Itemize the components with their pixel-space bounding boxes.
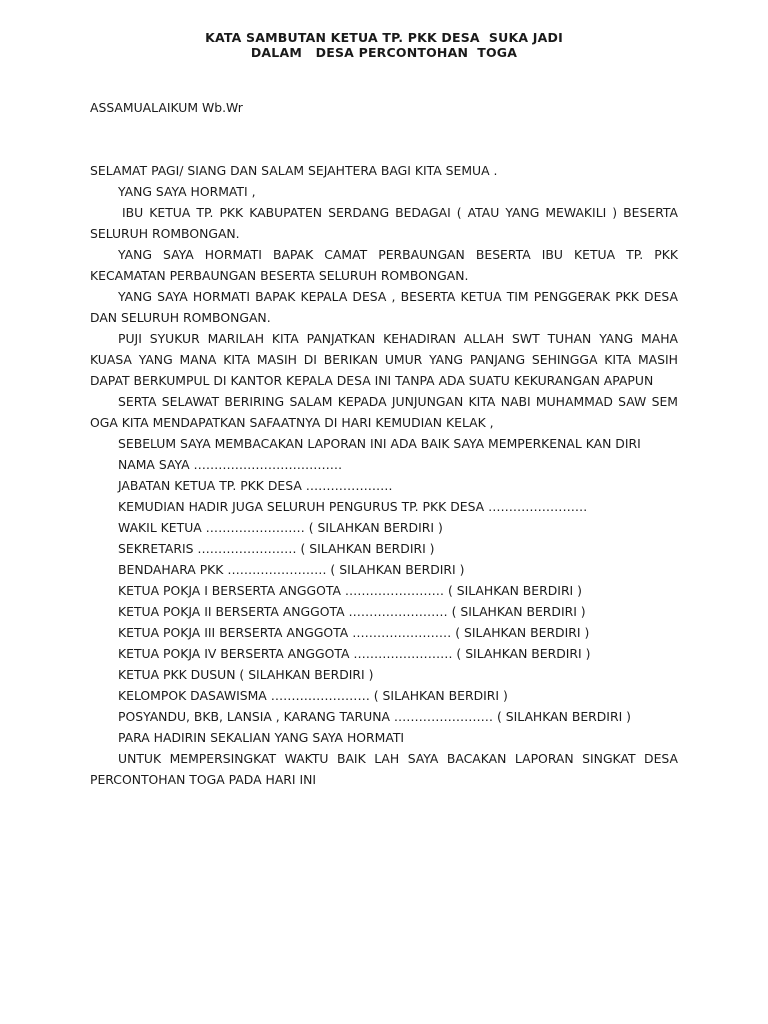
document-body — [90, 97, 678, 790]
paragraph: YANG SAYA HORMATI BAPAK KEPALA DESA , BESERTA KETUA TIM PENGGERAK PKK DESA DAN SELURUH ROMBONGAN. — [90, 289, 678, 325]
list-item: KETUA POKJA II BERSERTA ANGGOTA …………………… ( SILAHKAN BERDIRI ) — [118, 604, 586, 619]
list-item: KETUA POKJA III BERSERTA ANGGOTA …………………… ( SILAHKAN BERDIRI ) — [118, 625, 590, 640]
paragraph: IBU KETUA TP. PKK KABUPATEN SERDANG BEDAGAI ( ATAU YANG MEWAKILI ) BESERTA SELURUH ROMBONGAN. — [90, 205, 678, 241]
paragraph: YANG SAYA HORMATI BAPAK CAMAT PERBAUNGAN BESERTA IBU KETUA TP. PKK KECAMATAN PERBAUNGAN BESERTA SELURUH ROMBONGAN. — [90, 247, 678, 283]
list-item: KEMUDIAN HADIR JUGA SELURUH PENGURUS TP. PKK DESA …………………… — [118, 499, 588, 514]
paragraph: PARA HADIRIN SEKALIAN YANG SAYA HORMATI — [118, 730, 405, 745]
list-item: KETUA PKK DUSUN ( SILAHKAN BERDIRI ) — [118, 667, 374, 682]
greeting: ASSAMUALAIKUM Wb.Wr — [90, 100, 243, 115]
list-item: JABATAN KETUA TP. PKK DESA ………………… — [118, 478, 393, 493]
paragraph: UNTUK MEMPERSINGKAT WAKTU BAIK LAH SAYA BACAKAN LAPORAN SINGKAT DESA PERCONTOHAN TOGA PADA HARI INI — [90, 751, 678, 787]
title-line-1: KATA SAMBUTAN KETUA TP. PKK DESA SUKA JADI — [205, 30, 563, 45]
spacer — [90, 139, 678, 160]
list-item: KELOMPOK DASAWISMA …………………… ( SILAHKAN BERDIRI ) — [118, 688, 508, 703]
list-item: KETUA POKJA I BERSERTA ANGGOTA …………………… ( SILAHKAN BERDIRI ) — [118, 583, 582, 598]
list-item: BENDAHARA PKK …………………… ( SILAHKAN BERDIRI ) — [118, 562, 465, 577]
list-item: NAMA SAYA ……………………………… — [118, 457, 343, 472]
list-item: POSYANDU, BKB, LANSIA , KARANG TARUNA …………………… ( SILAHKAN BERDIRI ) — [118, 709, 631, 724]
paragraph: PUJI SYUKUR MARILAH KITA PANJATKAN KEHADIRAN ALLAH SWT TUHAN YANG MAHA KUASA YANG MANA KITA MASIH DI BERIKAN UMUR YANG PANJANG SEHINGGA KITA MASIH DAPAT BERKUMPUL DI KANTOR KEPALA DESA INI TANPA ADA SUATU KEKURANGAN APAPUN — [90, 331, 678, 388]
spacer — [90, 118, 678, 139]
title-line-2: DALAM DESA PERCONTOHAN TOGA — [250, 45, 518, 60]
list-item: SEKRETARIS …………………… ( SILAHKAN BERDIRI ) — [118, 541, 435, 556]
list-item: KETUA POKJA IV BERSERTA ANGGOTA …………………… ( SILAHKAN BERDIRI ) — [118, 646, 591, 661]
paragraph: SEBELUM SAYA MEMBACAKAN LAPORAN INI ADA BAIK SAYA MEMPERKENAL KAN DIRI — [118, 436, 641, 451]
paragraph-salutation: SELAMAT PAGI/ SIANG DAN SALAM SEJAHTERA BAGI KITA SEMUA . — [90, 163, 498, 178]
list-item: WAKIL KETUA …………………… ( SILAHKAN BERDIRI ) — [118, 520, 443, 535]
paragraph: YANG SAYA HORMATI , — [118, 184, 256, 199]
paragraph: SERTA SELAWAT BERIRING SALAM KEPADA JUNJUNGAN KITA NABI MUHAMMAD SAW SEM OGA KITA MENDAPATKAN SAFAATNYA DI HARI KEMUDIAN KELAK , — [90, 394, 678, 430]
document-title — [90, 30, 678, 60]
